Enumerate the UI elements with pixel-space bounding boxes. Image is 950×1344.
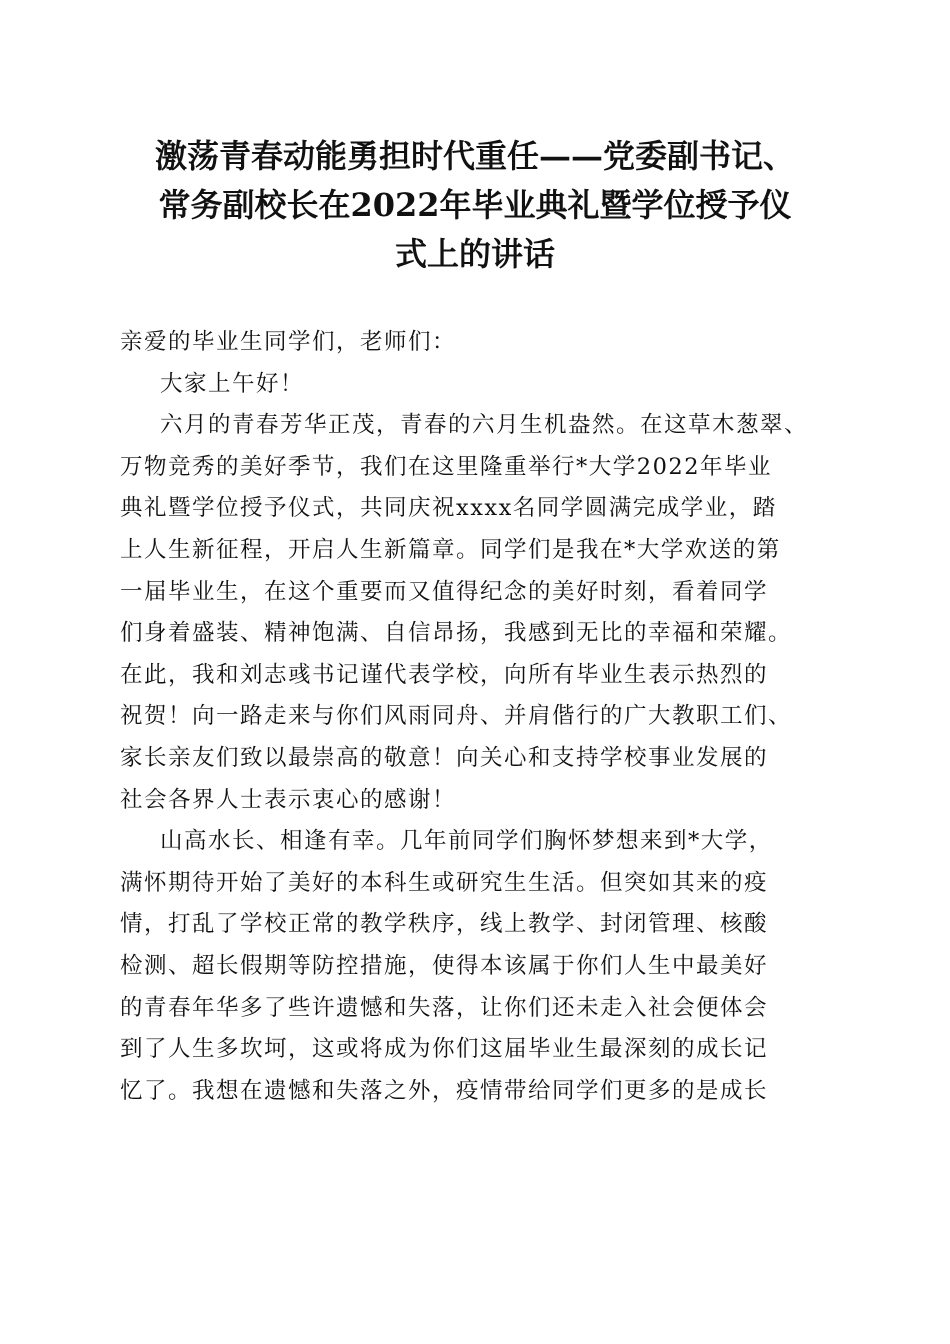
salutation-line: 亲爱的毕业生同学们，老师们：: [120, 329, 457, 355]
paragraph-line: 到了人生多坎坷，这或将成为你们这届毕业生最深刻的成长记: [120, 1036, 769, 1063]
paragraph-line: 祝贺！向一路走来与你们风雨同舟、并肩偕行的广大教职工们、: [120, 703, 793, 730]
document-body: [120, 322, 835, 1112]
paragraph-line: 万物竞秀的美好季节，我们在这里隆重举行*大学2022年毕业: [120, 453, 773, 480]
paragraph-line: 一届毕业生，在这个重要而又值得纪念的美好时刻，看着同学: [120, 578, 769, 605]
title-line: 式上的讲话: [394, 235, 555, 273]
paragraph-line: 检测、超长假期等防控措施，使得本该属于你们人生中最美好: [120, 952, 769, 979]
paragraph-line: 上人生新征程，开启人生新篇章。同学们是我在*大学欢送的第: [120, 536, 781, 563]
paragraph-line: 情，打乱了学校正常的教学秩序，线上教学、封闭管理、核酸: [120, 911, 769, 938]
document-title: [100, 132, 850, 279]
title-line: 常务副校长在2022年毕业典礼暨学位授予仪: [158, 186, 792, 224]
paragraph-line: 典礼暨学位授予仪式，共同庆祝xxxx名同学圆满完成学业，踏: [120, 495, 777, 522]
paragraph-line: 山高水长、相逢有幸。几年前同学们胸怀梦想来到*大学，: [160, 828, 773, 855]
paragraph-line: 社会各界人士表示衷心的感谢！: [120, 786, 457, 813]
paragraph-line: 忆了。我想在遗憾和失落之外，疫情带给同学们更多的是成长: [120, 1077, 769, 1104]
paragraph-line: 们身着盛装、精神饱满、自信昂扬，我感到无比的幸福和荣耀。: [120, 620, 793, 647]
title-line: 激荡青春动能勇担时代重任——党委副书记、: [154, 137, 795, 175]
paragraph-line: 满怀期待开始了美好的本科生或研究生生活。但突如其来的疫: [120, 869, 769, 896]
paragraph-line: 在此，我和刘志彧书记谨代表学校，向所有毕业生表示热烈的: [120, 661, 769, 688]
paragraph-line: 六月的青春芳华正茂，青春的六月生机盎然。在这草木葱翠、: [160, 412, 809, 439]
paragraph-line: 的青春年华多了些许遗憾和失落，让你们还未走入社会便体会: [120, 994, 769, 1021]
paragraph-line: 家长亲友们致以最崇高的敬意！向关心和支持学校事业发展的: [120, 744, 769, 771]
greeting-line: 大家上午好！: [160, 370, 305, 397]
